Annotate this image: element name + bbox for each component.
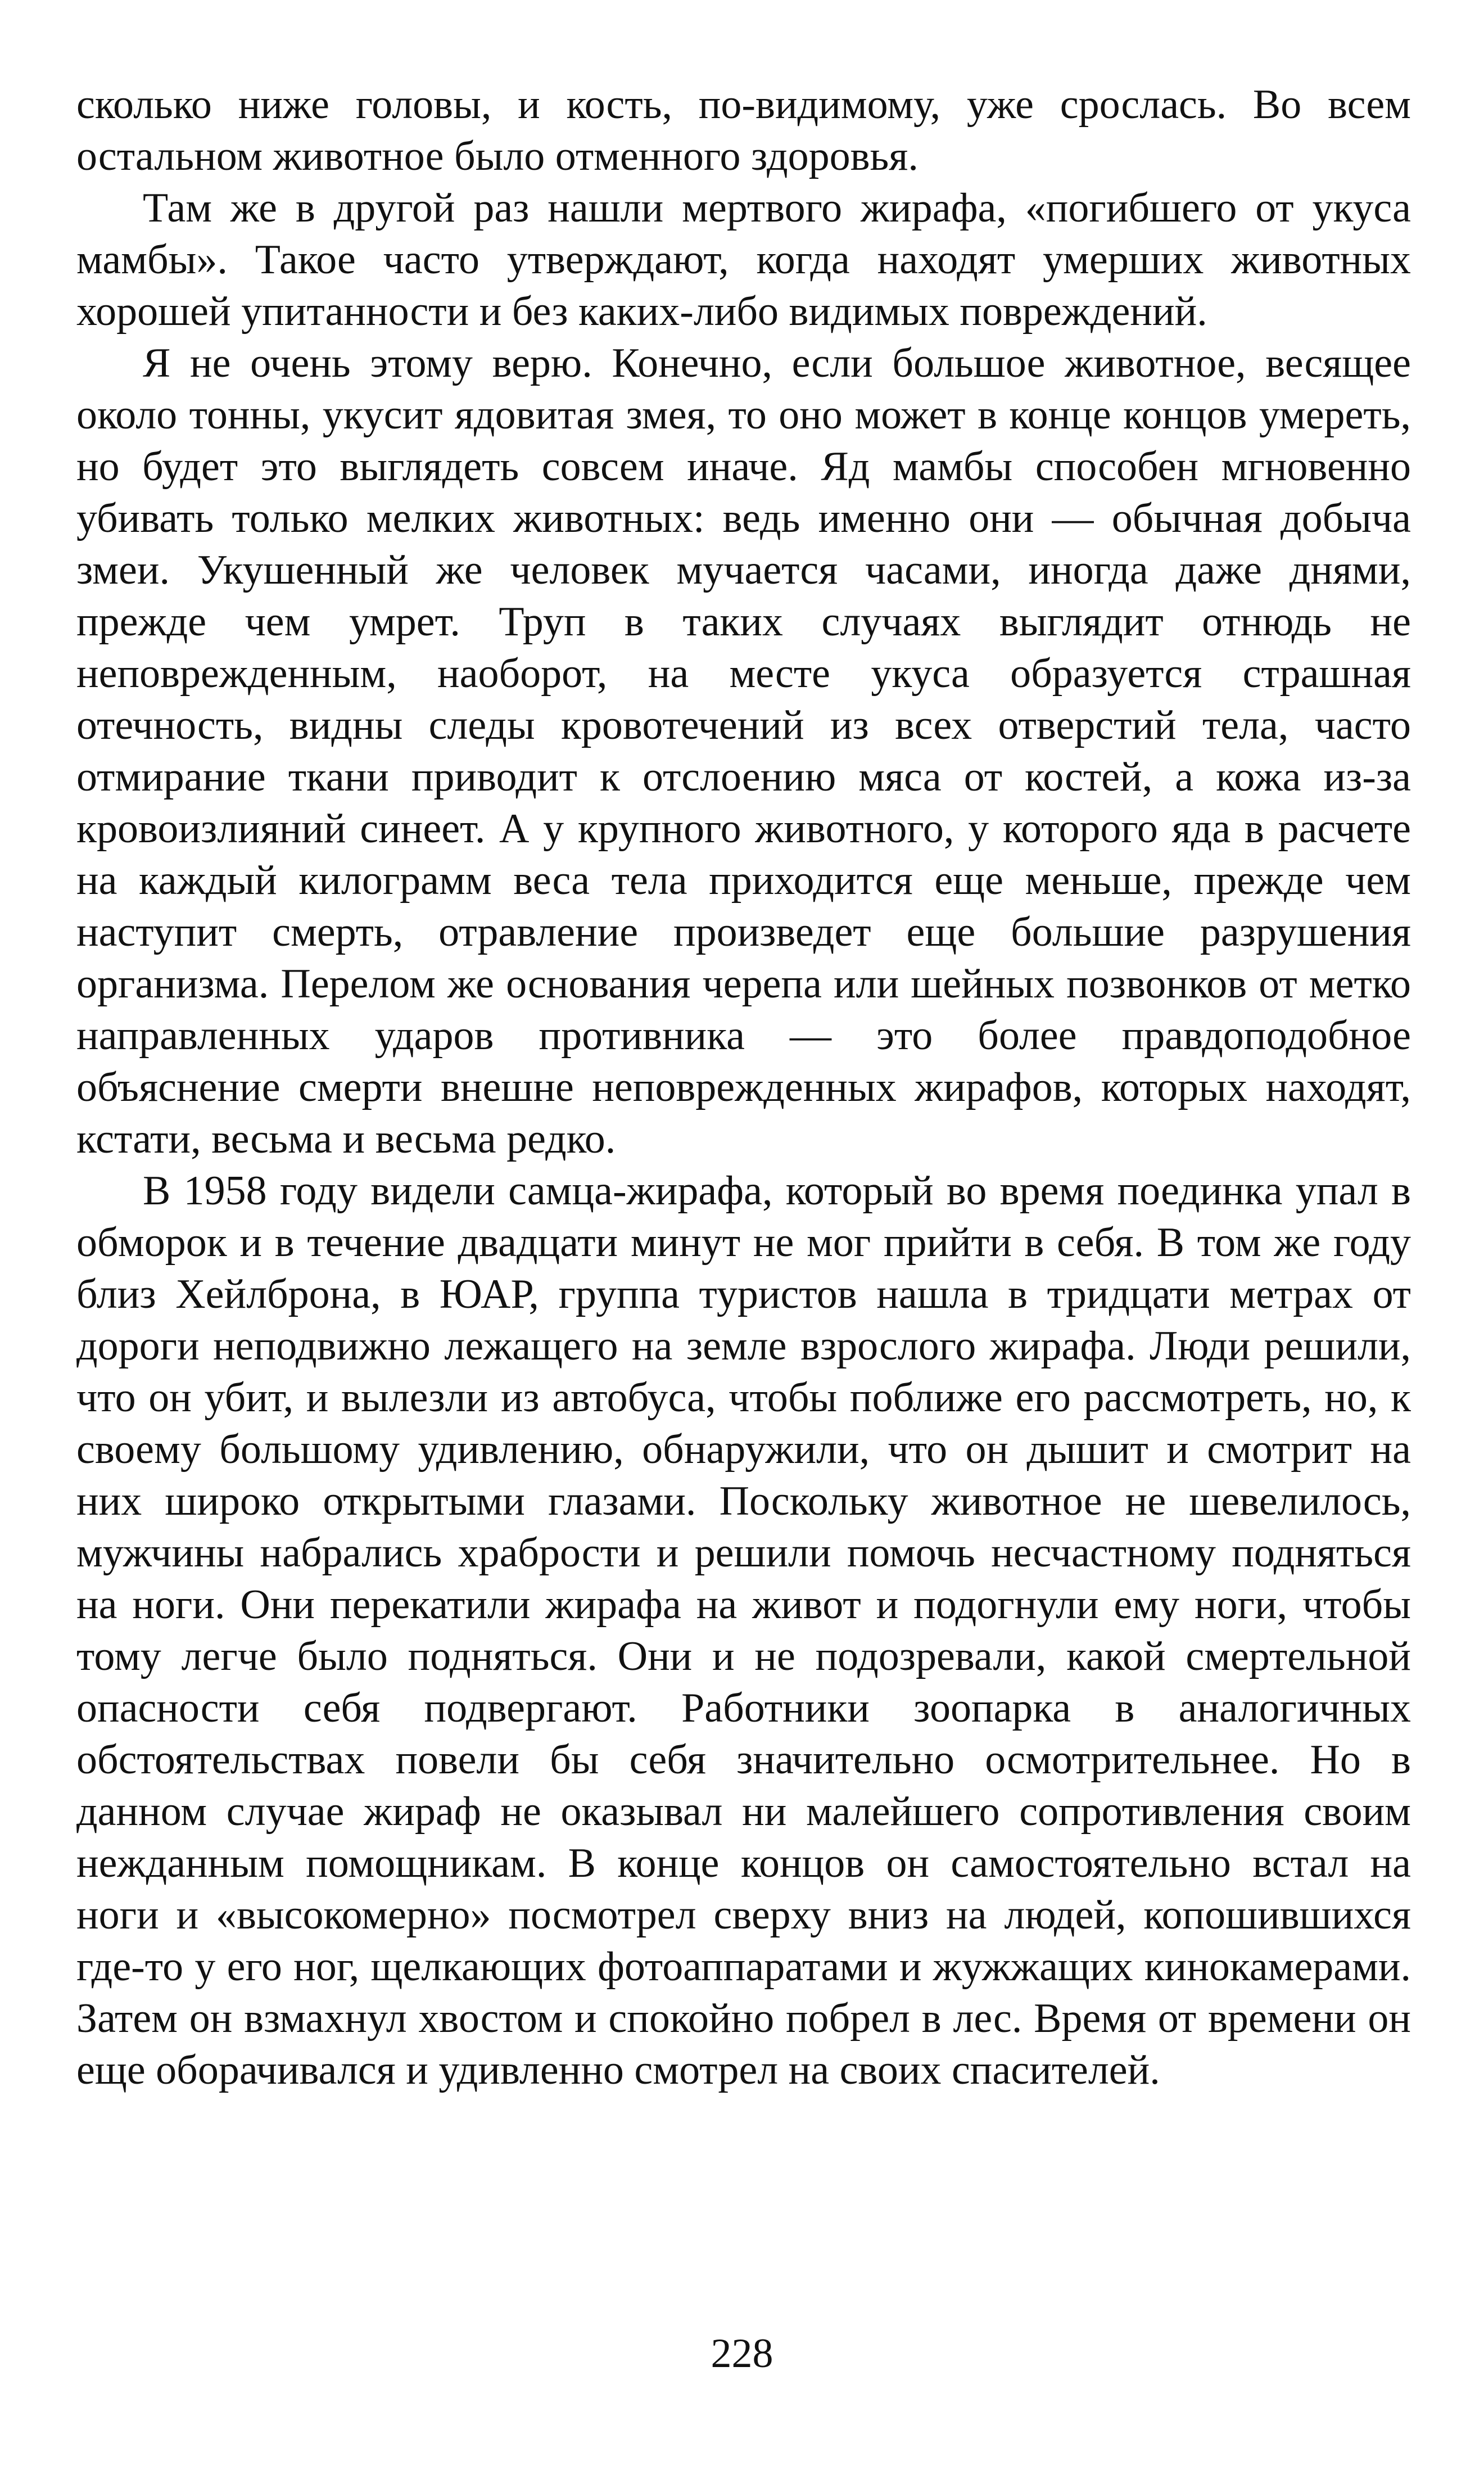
page-body — [76, 79, 1411, 2096]
page-number: 228 — [711, 2331, 773, 2377]
paragraph-continuation: сколько ниже головы, и кость, по-видимому, уже срослась. Во всем остальном животное было отменного здоровья. — [76, 82, 1411, 179]
paragraph-doubt-venom: Я не очень этому верю. Конечно, если большое животное, весящее около тонны, укусит ядовитая змея, то оно может в конце концов умереть, но будет это выглядеть совсем иначе. Яд мамбы способен мгновенно убивать только мелких животных: ведь именно они — обычная добыча змеи. Укушенный же человек мучается часами, иногда даже днями, прежде чем умрет. Труп в таких случаях выглядит отнюдь не неповрежденным, наоборот, на месте укуса образуется страшная отечность, видны следы кровотечений из всех отверстий тела, часто отмирание ткани приводит к отслоению мяса от костей, а кожа из-за кровоизлияний синеет. А у крупного животного, у которого яда в расчете на каждый килограмм веса тела приходится еще меньше, прежде чем наступит смерть, отравление произведет еще большие разрушения организма. Перелом же основания черепа или шейных позвонков от метко направленных ударов противника — это более правдоподобное объяснение смерти внешне неповрежденных жирафов, которых находят, кстати, весьма и весьма редко. — [76, 340, 1411, 1162]
paragraph-mamba-giraffe: Там же в другой раз нашли мертвого жирафа, «погибшего от укуса мамбы». Такое часто утверждают, когда находят умерших животных хорошей упитанности и без каких-либо видимых повреждений. — [76, 185, 1411, 335]
paragraph-1958-giraffe: В 1958 году видели самца-жирафа, который во время поединка упал в обморок и в течение двадцати минут не мог прийти в себя. В том же году близ Хейлброна, в ЮАР, группа туристов нашла в тридцати метрах от дороги неподвижно лежащего на земле взрослого жирафа. Люди решили, что он убит, и вылезли из автобуса, чтобы поближе его рассмотреть, но, к своему большому удивлению, обнаружили, что он дышит и смотрит на них широко открытыми глазами. Поскольку животное не шевелилось, мужчины набрались храбрости и решили помочь несчастному подняться на ноги. Они перекатили жирафа на живот и подогнули ему ноги, чтобы тому легче было подняться. Они и не подозревали, какой смертельной опасности себя подвергают. Работники зоопарка в аналогичных обстоятельствах повели бы себя значительно осмотрительнее. Но в данном случае жираф не оказывал ни малейшего сопротивления своим нежданным помощникам. В конце концов он самостоятельно встал на ноги и «высокомерно» посмотрел сверху вниз на людей, копошившихся где-то у его ног, щелкающих фотоаппаратами и жужжащих кинокамерами. Затем он взмахнул хвостом и спокойно побрел в лес. Время от времени он еще оборачивался и удивленно смотрел на своих спасителей. — [76, 1168, 1411, 2093]
